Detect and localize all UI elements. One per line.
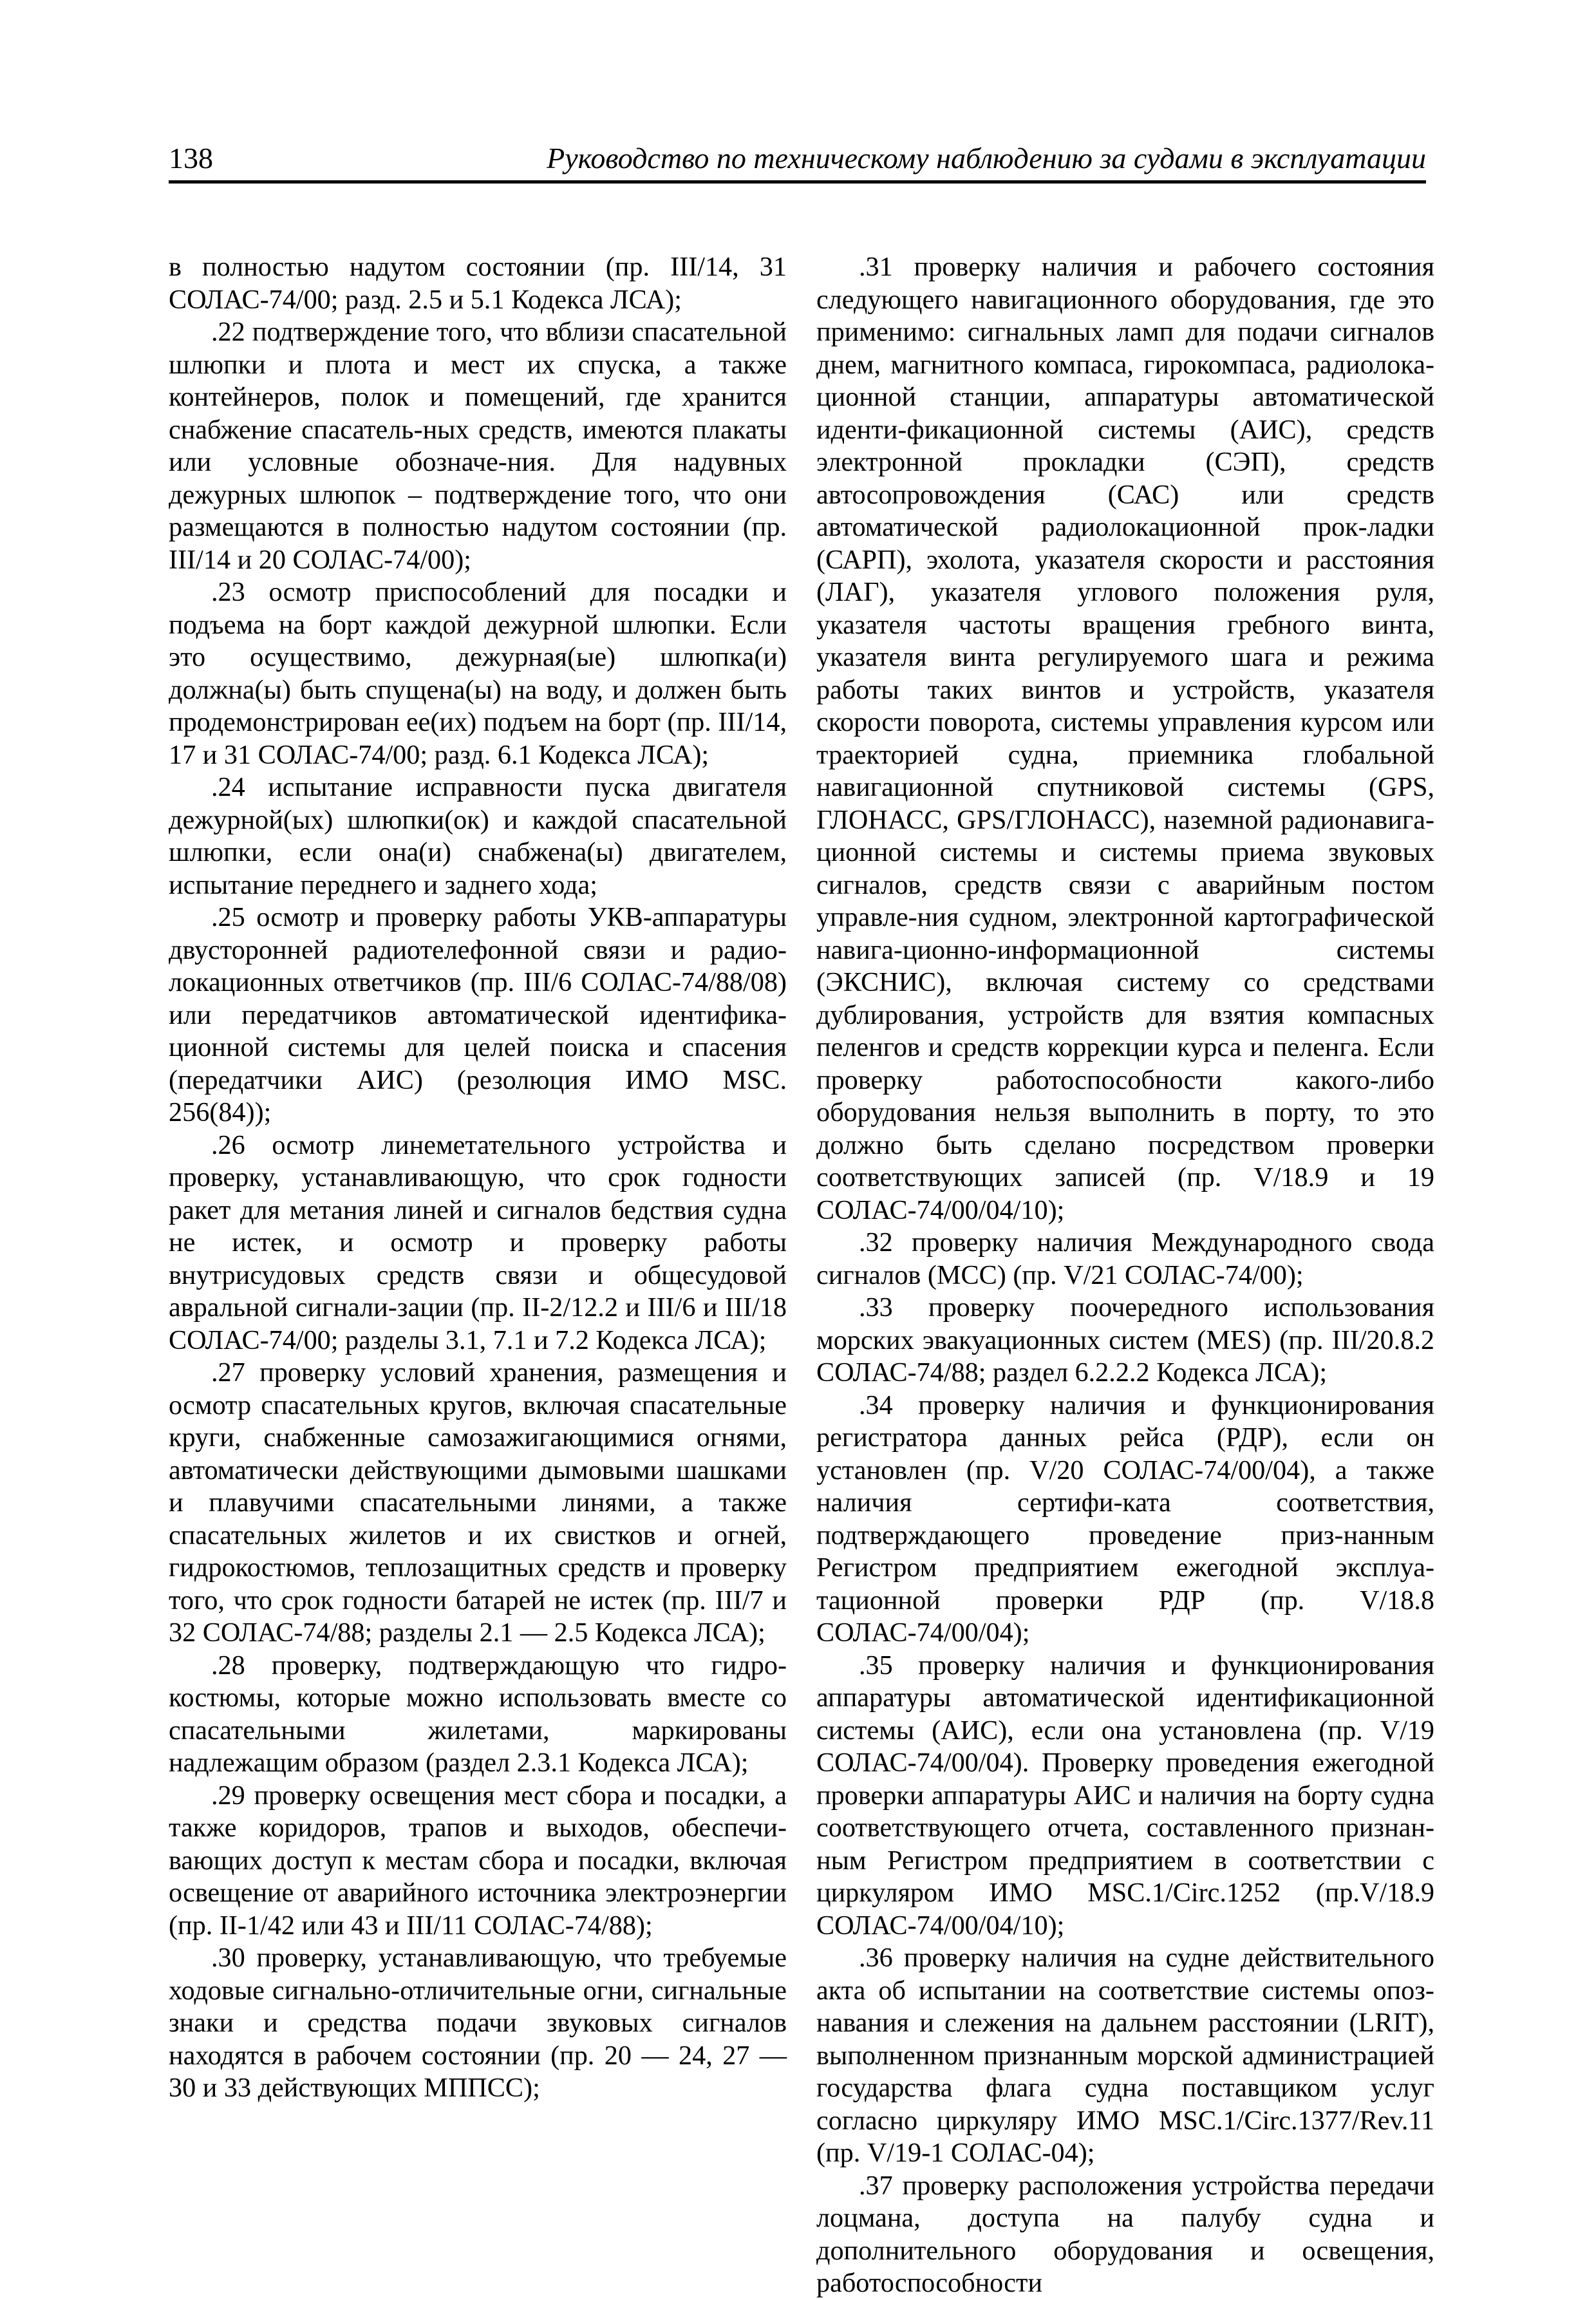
paragraph: .28 проверку, подтверждающую что гидро-костюмы, которые можно использовать вместе со спасательными жилетами, маркированы надлежащим образом (раздел 2.3.1 Кодекса ЛСА); [169, 1650, 787, 1778]
paragraph: .34 проверку наличия и функционирования регистратора данных рейса (РДР), если он установлен (пр. V/20 СОЛАС-74/00/04), а также наличия сертифи-ката соответствия, подтверждающего проведение приз-нанным Регистром предприятием ежегодной эксплуа-тационной проверки РДР (пр. V/18.8 СОЛАС-74/00/04); [816, 1390, 1434, 1648]
page-header [169, 143, 1426, 184]
paragraph: .35 проверку наличия и функционирования аппаратуры автоматической идентификационной системы (АИС), если она установлена (пр. V/19 СОЛАС-74/00/04). Проверку проведения ежегодной проверки аппаратуры АИС и наличия на борту судна соответствующего отчета, составленного признан-ным Регистром предприятием в соответствии с циркуляром ИМО MSC.1/Circ.1252 (пр.V/18.9 СОЛАС-74/00/04/10); [816, 1650, 1434, 1941]
paragraph: .26 осмотр линеметательного устройства и проверку, устанавливающую, что срок годности ракет для метания линей и сигналов бедствия судна не истек, и осмотр и проверку работы внутрисудовых средств связи и общесудовой авральной сигнали-зации (пр. II-2/12.2 и III/6 и III/18 СОЛАС-74/00; разделы 3.1, 7.1 и 7.2 Кодекса ЛСА); [169, 1129, 787, 1355]
paragraph: .27 проверку условий хранения, размещения и осмотр спасательных кругов, включая спасательные круги, снабженные самозажигающимися огнями, автоматически действующими дымовыми шашками и плавучими спасательными линями, а также спасательных жилетов и их свистков и огней, гидрокостюмов, теплозащитных средств и проверку того, что срок годности батарей не истек (пр. III/7 и 32 СОЛАС-74/88; разделы 2.1 — 2.5 Кодекса ЛСА); [169, 1357, 787, 1648]
right-column [816, 251, 1434, 2300]
running-title: Руководство по техническому наблюдению за судами в эксплуатации [547, 142, 1426, 174]
paragraph: .37 проверку расположения устройства передачи лоцмана, доступа на палубу судна и дополнительного оборудования и освещения, работоспособности [816, 2170, 1434, 2298]
paragraph: .33 проверку поочередного использования морских эвакуационных систем (MES) (пр. III/20.8.2 СОЛАС-74/88; раздел 6.2.2.2 Кодекса ЛСА); [816, 1292, 1434, 1388]
paragraph: .30 проверку, устанавливающую, что требуемые ходовые сигнально-отличительные огни, сигнальные знаки и средства подачи звуковых сигналов находятся в рабочем состоянии (пр. 20 — 24, 27 — 30 и 33 действующих МППСС); [169, 1943, 787, 2103]
page-number: 138 [169, 142, 213, 174]
paragraph: .25 осмотр и проверку работы УКВ-аппаратуры двусторонней радиотелефонной связи и радио-локационных ответчиков (пр. III/6 СОЛАС-74/88/08) или передатчиков автоматической идентифика-ционной системы для целей поиска и спасения (передатчики АИС) (резолюция ИМО MSC. 256(84)); [169, 902, 787, 1127]
paragraph: .24 испытание исправности пуска двигателя дежурной(ых) шлюпки(ок) и каждой спасательной шлюпки, если она(и) снабжена(ы) двигателем, испытание переднего и заднего хода; [169, 772, 787, 900]
paragraph: .32 проверку наличия Международного свода сигналов (МСС) (пр. V/21 СОЛАС-74/00); [816, 1227, 1434, 1290]
paragraph: .36 проверку наличия на судне действительного акта об испытании на соответствие системы опоз-навания и слежения на дальнем расстоянии (LRIT), выполненном признанным морской администрацией государства флага судна поставщиком услуг согласно циркуляру ИМО MSC.1/Circ.1377/Rev.11 (пр. V/19-1 СОЛАС-04); [816, 1943, 1434, 2168]
paragraph: .31 проверку наличия и рабочего состояния следующего навигационного оборудования, где это применимо: сигнальных ламп для подачи сигналов днем, магнитного компаса, гирокомпаса, радиолока-ционной станции, аппаратуры автоматической иденти-фикационной системы (АИС), средств электронной прокладки (СЭП), средств автосопровождения (САС) или средств автоматической радиолокационной прок-ладки (САРП), эхолота, указателя скорости и расстояния (ЛАГ), указателя углового положения руля, указателя частоты вращения гребного винта, указателя винта регулируемого шага и режима работы таких винтов и устройств, указателя скорости поворота, системы управления курсом или траекторией судна, приемника глобальной навигационной спутниковой системы (GPS, ГЛОНАСС, GPS/ГЛОНАСС), наземной радионавига-ционной системы и системы приема звуковых сигналов, средств связи с аварийным постом управле-ния судном, электронной картографической навига-ционно-информационной системы (ЭКСНИС), включая систему со средствами дублирования, устройств для взятия компасных пеленгов и средств коррекции курса и пеленга. Если проверку работоспособности какого-либо оборудования нельзя выполнить в порту, то это должно быть сделано посредством проверки соответствующих записей (пр. V/18.9 и 19 СОЛАС-74/00/04/10); [816, 252, 1434, 1225]
paragraph: .22 подтверждение того, что вблизи спасательной шлюпки и плота и мест их спуска, а также контейнеров, полок и помещений, где хранится снабжение спасатель-ных средств, имеются плакаты или условные обозначе-ния. Для надувных дежурных шлюпок – подтверждение того, что они размещаются в полностью надутом состоянии (пр. III/14 и 20 СОЛАС-74/00); [169, 317, 787, 575]
paragraph: .23 осмотр приспособлений для посадки и подъема на борт каждой дежурной шлюпки. Если это осуществимо, дежурная(ые) шлюпка(и) должна(ы) быть спущена(ы) на воду, и должен быть продемонстрирован ее(их) подъем на борт (пр. III/14, 17 и 31 СОЛАС-74/00; разд. 6.1 Кодекса ЛСА); [169, 577, 787, 770]
left-column [169, 251, 787, 2105]
paragraph: в полностью надутом состоянии (пр. III/14, 31 СОЛАС-74/00; разд. 2.5 и 5.1 Кодекса ЛСА); [169, 252, 787, 315]
paragraph: .29 проверку освещения мест сбора и посадки, а также коридоров, трапов и выходов, обеспечи-вающих доступ к местам сбора и посадки, включая освещение от аварийного источника электроэнергии (пр. II-1/42 или 43 и III/11 СОЛАС-74/88); [169, 1780, 787, 1941]
